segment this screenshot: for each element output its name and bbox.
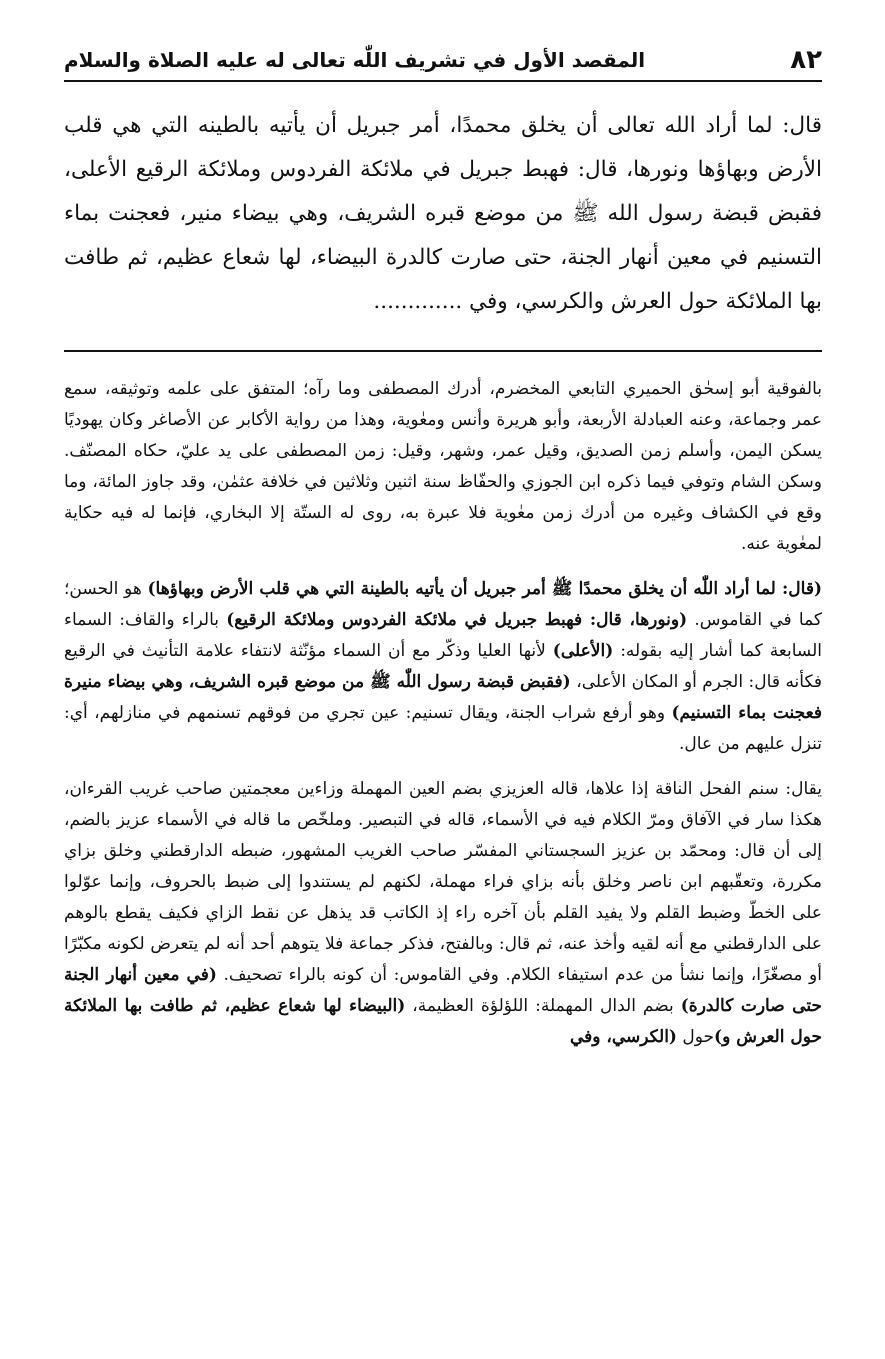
commentary-paragraph-2 xyxy=(64,774,822,1053)
footnote-paragraph: بالفوقية أبو إسحٰق الحميري التابعي المخضرم، أدرك المصطفى وما رآه؛ المتفق على علمه وتوثيقه، سمع عمر وجماعة، وعنه العبادلة الأربعة، وأبو هريرة وأنس ومعٰوية، وهذا من رواية الأكابر عن الأصاغر وكان يهوديًا يسكن اليمن، وأسلم زمن الصديق، وقيل عمر، وشهر، وقيل: زمن المصطفى على يد عليّ، حكاه المصنّف. وسكن الشام وتوفي فيما ذكره ابن الجوزي والحفّاظ سنة اثنين وثلاثين في خلافة عثمٰن، وقد جاوز المائة، وما وقع في الكشاف وغيره من أدرك زمن معٰوية فلا عبرة به، روى له الستّة إلا البخاري، فإنما له فيه حكاية لمعٰوية عنه. xyxy=(64,379,822,554)
running-title: المقصد الأول في تشريف اللّٰه تعالى له عليه الصلاة والسلام xyxy=(64,48,646,72)
commentary-text: هو الحسن؛ كما في القاموس. xyxy=(64,579,822,630)
commentary-text: يقال: سنم الفحل الناقة إذا علاها، قاله العزيزي بضم العين المهملة وزاءين معجمتين صاحب غريب القرءان، هكذا سار في الآفاق ومرّ الكلام فيه في الأسماء، قاله في التبصير. وملخّص ما قاله في الأسماء عزيز بالضم، إلى أن قال: ومحمّد بن عزيز السجستاني المفسّر صاحب الغريب المشهور، ضبطه الدارقطني وخلق بزاي مكررة، وتعقّبهم ابن ناصر وخلق بأنه بزاي فراء مهملة، لكنهم لم يستندوا إلى ضبط بالحروف، وإنما عوّلوا على الخطّ وضبط القلم ولا يفيد القلم بأن آخره راء إذ الكاتب قد يذهل عن نقط الزاي فكيف يقطع بالوهم على الدارقطني مع أنه لقيه وأخذ عنه، ثم قال: وبالفتح، فذكر جماعة فلا يتوهم أحد أنه لم يتعرض لكونه مكبّرًا أو مصغّرًا، وإنما نشأ من عدم استيفاء الكلام. وفي القاموس: أن كونه بالراء تصحيف. xyxy=(64,779,822,985)
quoted-text: (الكرسي، وفي xyxy=(569,1027,677,1047)
commentary-paragraph-1 xyxy=(64,574,822,760)
commentary-text: وهو أرفع شراب الجنة، ويقال تسنيم: عين تجري من فوقهم تسنمهم في منازلهم، أي: تنزل عليهم من عال. xyxy=(64,703,822,754)
quoted-text: (فقبض قبضة رسول اللّٰه ﷺ من موضع قبره الشريف، وهي بيضاء منيرة فعجنت بماء التسنيم) xyxy=(64,672,822,723)
main-text-paragraph: قال: لما أراد الله تعالى أن يخلق محمدًا، أمر جبريل أن يأتيه بالطينه التي هي قلب الأرض وبهاؤها ونورها، قال: فهبط جبريل في ملائكة الفردوس وملائكة الرقيع الأعلى، فقبض قبضة رسول الله ﷺ من موضع قبره الشريف، وهي بيضاء منير، فعجنت بماء التسنيم في معين أنهار الجنة، حتى صارت كالدرة البيضاء، لها شعاع عظيم، ثم طافت بها الملائكة حول العرش والكرسي، وفي ............. xyxy=(64,113,822,314)
main-text-block xyxy=(64,104,822,324)
book-page xyxy=(64,30,822,1330)
commentary-text: بالراء والقاف: السماء السابعة كما أشار إليه بقوله: xyxy=(64,610,822,661)
commentary-text: حول xyxy=(676,1027,715,1047)
page-number: ٨٢ xyxy=(790,45,822,75)
footnote-separator xyxy=(64,350,822,352)
commentary-text: بضم الدال المهملة: اللؤلؤة العظيمة، xyxy=(405,996,681,1016)
quoted-text: (قال: لما أراد اللّٰه أن يخلق محمدًا ﷺ أمر جبريل أن يأتيه بالطينة التي هي قلب الأرض وبهاؤها) xyxy=(147,579,822,599)
page-header xyxy=(64,30,822,82)
quoted-text: (الأعلى) xyxy=(552,641,614,661)
quoted-text: (في معين أنهار الجنة حتى صارت كالدرة) xyxy=(64,965,822,1016)
commentary-block xyxy=(64,374,822,1053)
quoted-text: (البيضاء لها شعاع عظيم، ثم طافت بها الملائكة حول العرش و) xyxy=(64,996,822,1047)
quoted-text: (ونورها، قال: فهبط جبريل في ملائكة الفردوس وملائكة الرقيع) xyxy=(226,610,688,630)
commentary-text: لأنها العليا وذكّر مع أن السماء مؤنّثة لانتفاء علامة التأنيث في الرقيع فكأنه قال: الجرم أو المكان الأعلى، xyxy=(64,641,822,692)
